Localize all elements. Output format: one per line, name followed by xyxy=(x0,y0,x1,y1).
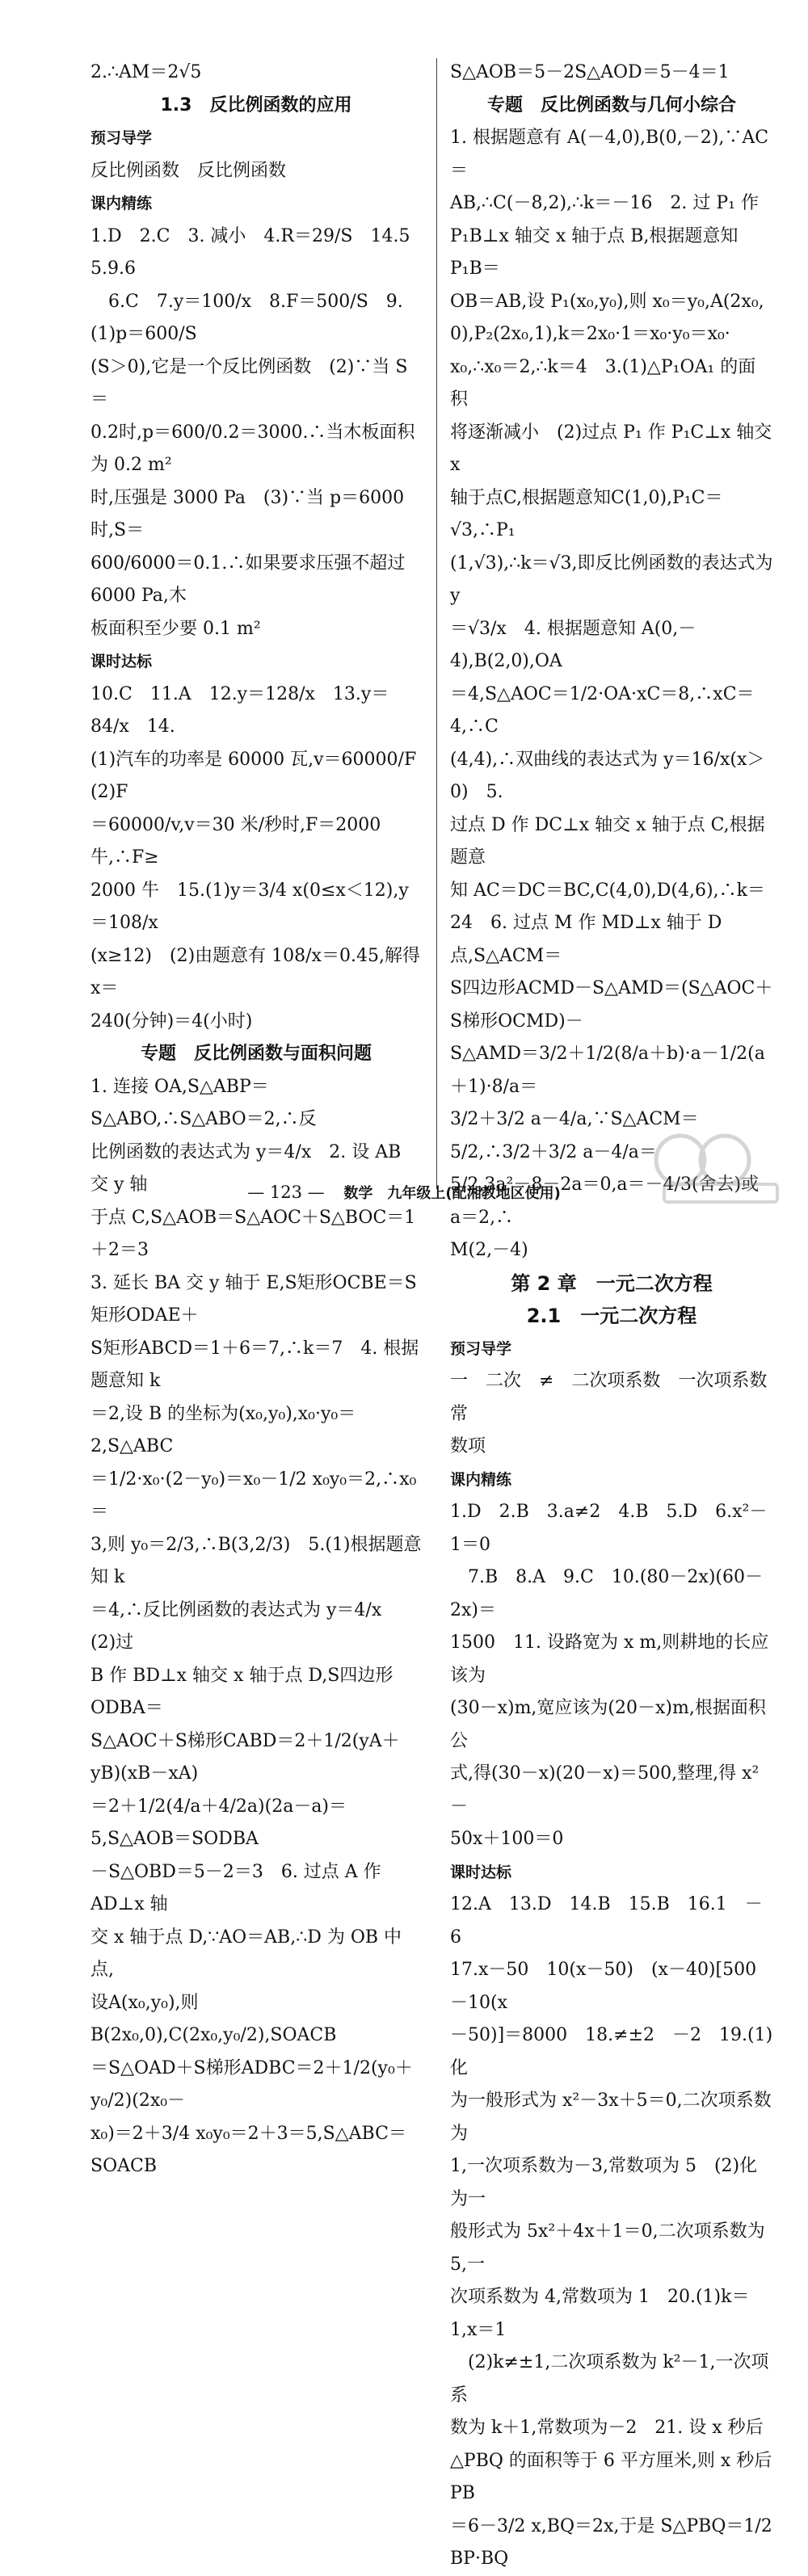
right-line: 将逐渐减小 (2)过点 P₁ 作 P₁C⊥x 轴交 x xyxy=(450,422,778,475)
left-line: S矩形ABCD＝1＋6＝7,∴k＝7 4. 根据题意知 k xyxy=(90,1338,419,1391)
right-line: 1500 11. 设路宽为 x m,则耕地的长应该为 xyxy=(450,1633,769,1686)
right-line: ＝√3/x 4. 根据题意知 A(0,－4),B(2,0),OA xyxy=(450,618,696,671)
right-line: 轴于点C,根据题意知C(1,0),P₁C＝√3,∴P₁ xyxy=(450,487,723,540)
right-line: S△AMD＝3/2＋1/2(8/a＋b)·a－1/2(a＋1)·8/a＝ xyxy=(450,1044,765,1097)
left-line: －S△OBD＝5－2＝3 6. 过点 A 作 AD⊥x 轴 xyxy=(90,1861,387,1914)
right-line: S△AOB＝5－2S△AOD＝5－4＝1 xyxy=(450,62,730,82)
right-line: (4,4),∴双曲线的表达式为 y＝16/x(x＞0) 5. xyxy=(450,749,765,802)
right-line: 过点 D 作 DC⊥x 轴交 x 轴于点 C,根据题意 xyxy=(450,814,765,868)
right-line: OB＝AB,设 P₁(x₀,y₀),则 x₀＝y₀,A(2x₀, xyxy=(450,291,764,312)
right-line: 12.A 13.D 14.B 15.B 16.1 －6 xyxy=(450,1894,763,1948)
left-line: 0.2时,p＝600/0.2＝3000.∴当木板面积为 0.2 m² xyxy=(90,422,415,475)
right-line: 1. 根据题意有 A(－4,0),B(0,－2),∵AC＝ xyxy=(450,128,769,181)
right-line: ＝6－3/2 x,BQ＝2x,于是 S△PBQ＝1/2 BP·BQ xyxy=(450,2515,778,2569)
left-line: 预习导学 xyxy=(90,129,153,147)
left-line: 板面积至少要 0.1 m² xyxy=(90,618,261,639)
right-line: 课时达标 xyxy=(450,1863,512,1881)
column-divider xyxy=(436,58,437,1189)
right-line: 5/2,3a²－8－2a＝0,a＝－4/3(舍去)或 a＝2,∴ xyxy=(450,1175,765,1228)
left-line: 课时达标 xyxy=(90,653,153,670)
left-line: ＝60000/v,v＝30 米/秒时,F＝2000 牛,∴F≥ xyxy=(90,814,387,868)
book-label: 数学 九年级上(配湘教地区使用) xyxy=(343,1185,561,1202)
left-line: ＝1/2·x₀·(2－y₀)＝x₀－1/2 x₀y₀＝2,∴x₀＝ xyxy=(90,1469,417,1522)
right-line: 次项系数为 4,常数项为 1 20.(1)k＝1,x＝1 xyxy=(450,2287,750,2340)
left-line: (1)汽车的功率是 60000 瓦,v＝60000/F (2)F xyxy=(90,749,435,802)
right-column xyxy=(450,57,785,2576)
left-line: 课内精练 xyxy=(90,195,153,212)
left-line: 3. 延长 BA 交 y 轴于 E,S矩形OCBE＝S矩形ODAE＋ xyxy=(90,1272,417,1326)
right-line: S四边形ACMD－S△AMD＝(S△AOC＋S梯形OCMD)－ xyxy=(450,978,773,1032)
right-line: (1,√3),∴k＝√3,即反比例函数的表达式为 y xyxy=(450,553,779,606)
right-line: 为一般形式为 x²－3x＋5＝0,二次项系数为 xyxy=(450,2091,772,2144)
right-line: △PBQ 的面积等于 6 平方厘米,则 x 秒后 PB xyxy=(450,2450,778,2503)
right-line: (2)k≠±1,二次项系数为 k²－1,一次项系 xyxy=(450,2352,769,2406)
left-column xyxy=(90,57,435,2183)
left-line: 10.C 11.A 12.y＝128/x 13.y＝84/x 14. xyxy=(90,683,389,737)
left-line: ＝4,∴反比例函数的表达式为 y＝4/x (2)过 xyxy=(90,1599,400,1653)
left-line: ＝2,设 B 的坐标为(x₀,y₀),x₀·y₀＝2,S△ABC xyxy=(90,1403,356,1456)
left-line: 240(分钟)＝4(小时) xyxy=(90,1011,253,1032)
left-line: (S＞0),它是一个反比例函数 (2)∵当 S＝ xyxy=(90,356,408,410)
left-line: ＝S△OAD＋S梯形ADBC＝2＋1/2(y₀＋y₀/2)(2x₀－ xyxy=(90,2057,413,2111)
left-line: B 作 BD⊥x 轴交 x 轴于点 D,S四边形ODBA＝ xyxy=(90,1665,393,1718)
right-line: AB,∴C(－8,2),∴k＝－16 2. 过 P₁ 作 xyxy=(450,193,759,213)
left-line: 设A(x₀,y₀),则 B(2x₀,0),C(2x₀,y₀/2),SOACB xyxy=(90,1992,337,2045)
right-line: M(2,－4) xyxy=(450,1240,528,1260)
right-line: 17.x－50 10(x－50) (x－40)[500－10(x xyxy=(450,1960,757,2013)
left-line: 6.C 7.y＝100/x 8.F＝500/S 9.(1)p＝600/S xyxy=(90,291,403,344)
right-line: x₀,∴x₀＝2,∴k＝4 3.(1)△P₁OA₁ 的面积 xyxy=(450,356,756,410)
right-line: ＝4,S△AOC＝1/2·OA·xC＝8,∴xC＝4,∴C xyxy=(450,683,755,737)
left-line: 600/6000＝0.1.∴如果要求压强不超过 6000 Pa,木 xyxy=(90,553,411,606)
right-line: 1.D 2.B 3.a≠2 4.B 5.D 6.x²－1＝0 xyxy=(450,1502,768,1555)
left-line: 反比例函数 反比例函数 xyxy=(90,160,287,181)
right-line: 课内精练 xyxy=(450,1470,512,1489)
right-line: 0),P₂(2x₀,1),k＝2x₀·1＝x₀·y₀＝x₀· xyxy=(450,324,730,344)
right-line: 式,得(30－x)(20－x)＝500,整理,得 x²－ xyxy=(450,1763,760,1817)
left-line: 1.3 反比例函数的应用 xyxy=(160,95,352,116)
left-line: 1.D 2.C 3. 减小 4.R＝29/S 14.5 5.9.6 xyxy=(90,225,428,279)
right-line: 第 2 章 一元二次方程 xyxy=(511,1271,713,1295)
right-line: 数项 xyxy=(450,1436,486,1456)
right-line: 24 6. 过点 M 作 MD⊥x 轴于 D 点,S△ACM＝ xyxy=(450,913,728,966)
right-line: P₁B⊥x 轴交 x 轴于点 B,根据题意知 P₁B＝ xyxy=(450,225,744,279)
right-line: 专题 反比例函数与几何小综合 xyxy=(486,95,736,116)
left-line: 3,则 y₀＝2/3,∴B(3,2/3) 5.(1)根据题意知 k xyxy=(90,1534,422,1587)
page-number: — 123 — xyxy=(247,1183,325,1202)
right-line: 50x＋100＝0 xyxy=(450,1829,564,1849)
right-line: 预习导学 xyxy=(450,1339,512,1358)
left-line: (x≥12) (2)由题意有 108/x＝0.45,解得 x＝ xyxy=(90,945,426,998)
left-line: ＝2＋1/2(4/a＋4/2a)(2a－a)＝5,S△AOB＝SODBA xyxy=(90,1796,347,1849)
right-line: 一 二次 ≠ 二次项系数 一次项系数 常 xyxy=(450,1371,785,1424)
left-line: 比例函数的表达式为 y＝4/x 2. 设 AB 交 y 轴 xyxy=(90,1141,407,1195)
right-line: 3/2＋3/2 a－4/a,∵S△ACM＝5/2,∴3/2＋3/2 a－4/a＝ xyxy=(450,1109,699,1162)
left-line: x₀)＝2＋3/4 x₀y₀＝2＋3＝5,S△ABC＝SOACB xyxy=(90,2123,406,2176)
left-line: 时,压强是 3000 Pa (3)∵当 p＝6000 时,S＝ xyxy=(90,487,410,540)
watermark-logo-icon xyxy=(648,1128,785,1208)
left-line: 于点 C,S△AOB＝S△AOC＋S△BOC＝1＋2＝3 xyxy=(90,1207,416,1260)
left-line: 2.∴AM＝2√5 xyxy=(90,62,202,82)
right-line: (30－x)m,宽应该为(20－x)m,根据面积公 xyxy=(450,1698,766,1751)
left-line: S△AOC＋S梯形CABD＝2＋1/2(yA＋yB)(xB－xA) xyxy=(90,1730,400,1784)
right-line: －50)]＝8000 18.≠±2 －2 19.(1)化 xyxy=(450,2025,773,2078)
right-line: 7.B 8.A 9.C 10.(80－2x)(60－2x)＝ xyxy=(450,1567,763,1620)
left-line: 交 x 轴于点 D,∵AO＝AB,∴D 为 OB 中点, xyxy=(90,1927,402,1980)
left-line: 1. 连接 OA,S△ABP＝S△ABO,∴S△ABO＝2,∴反 xyxy=(90,1076,317,1129)
left-line: 专题 反比例函数与面积问题 xyxy=(140,1044,372,1064)
right-line: 知 AC＝DC＝BC,C(4,0),D(4,6),∴k＝ xyxy=(450,880,765,901)
right-line: 2.1 一元二次方程 xyxy=(526,1305,697,1327)
right-line: 1,一次项系数为－3,常数项为 5 (2)化为一 xyxy=(450,2156,758,2209)
right-line: 般形式为 5x²＋4x＋1＝0,二次项系数为 5,一 xyxy=(450,2221,771,2275)
left-line: 2000 牛 15.(1)y＝3/4 x(0≤x＜12),y＝108/x xyxy=(90,880,409,933)
right-line: 数为 k＋1,常数项为－2 21. 设 x 秒后 xyxy=(450,2418,764,2438)
